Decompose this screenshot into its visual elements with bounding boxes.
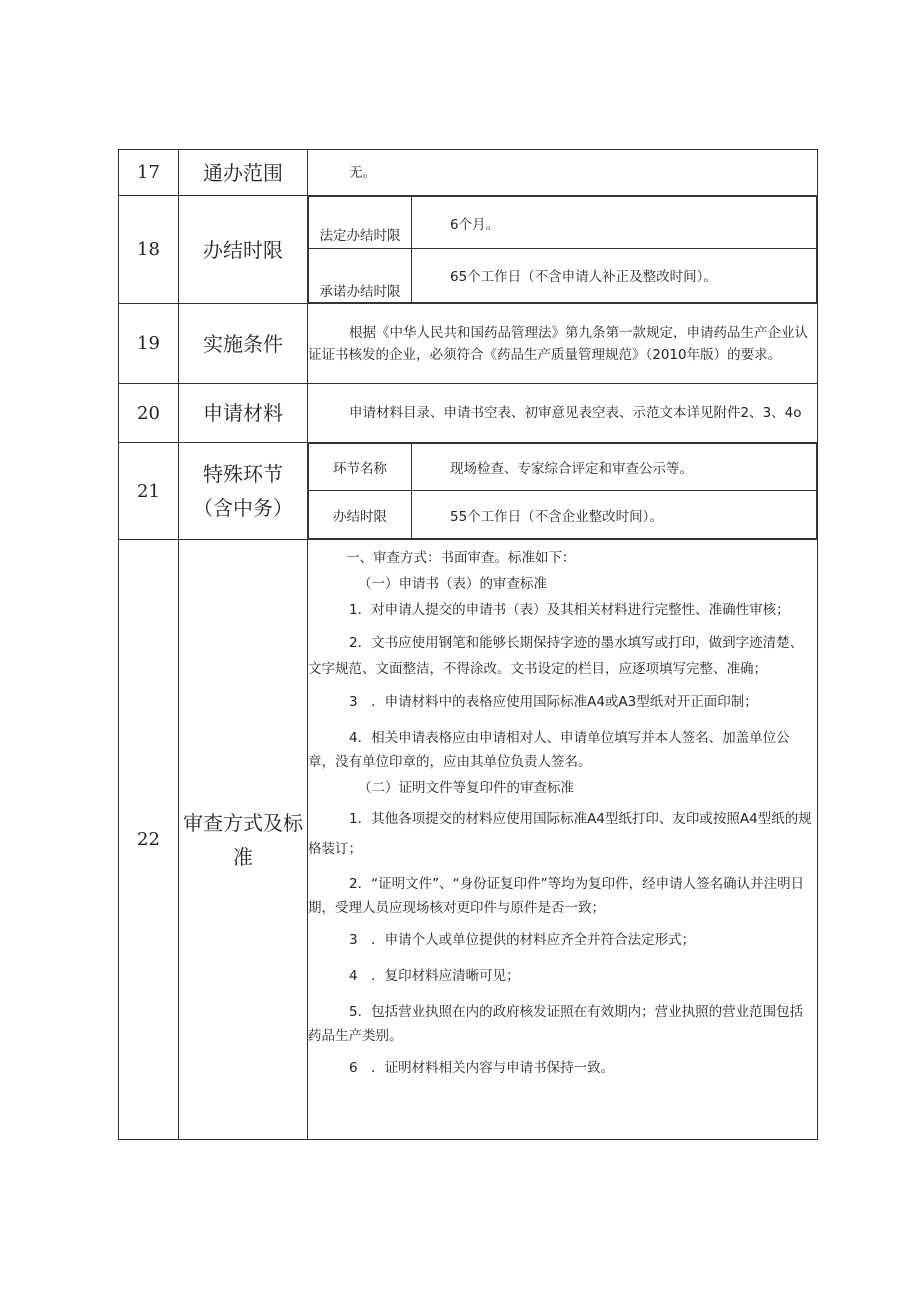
review-line: （一）申请书（表）的审查标准: [358, 576, 547, 592]
sub-table: [308, 196, 817, 303]
sub-row: [309, 444, 817, 491]
row-number: 17: [119, 150, 179, 196]
review-line: 6 ．证明材料相关内容与申请书保持一致。: [349, 1060, 615, 1076]
review-line: 2．文书应使用钢笔和能够长期保持字迹的墨水填写或打印，做到字迹清楚、文字规范、文面整洁，不得涂改。文书设定的栏目，应逐项填写完整、准确；: [308, 635, 804, 677]
row-18: [119, 196, 818, 304]
service-info-table: [118, 149, 818, 1140]
review-line: 1．其他各项提交的材料应使用国际标准A4型纸打印、友印或按照A4型纸的规格装订；: [308, 811, 812, 857]
sub-table: [308, 443, 817, 539]
row-number: 22: [119, 540, 179, 1140]
item-name: 通办范围: [179, 150, 308, 196]
review-line: 3 ．申请个人或单位提供的材料应齐全并符合法定形式；: [349, 932, 696, 948]
sub-row: [309, 249, 817, 303]
item-name: 办结时限: [179, 196, 308, 304]
review-line: 1．对申请人提交的申请书（表）及其相关材料进行完整性、准确性审核；: [349, 602, 790, 618]
review-line: 4 ．复印材料应清晰可见；: [349, 968, 520, 984]
review-line: 3 ．申请材料中的表格应使用国际标准A4或A3型纸对开正面印制；: [349, 694, 758, 710]
review-line: 一、审查方式：书面审查。标准如下：: [346, 550, 576, 566]
item-name-line1: 特殊环节: [203, 462, 283, 486]
review-line: 2．“证明文件”、“身份证复印件”等均为复印件，经申请人签名确认并注明日期，受理人员应现场核对更印件与原件是否一致；: [308, 876, 805, 916]
item-name: [179, 540, 308, 1140]
row-19: [119, 304, 818, 384]
row-22: [119, 540, 818, 1140]
row-number: 18: [119, 196, 179, 304]
row-20: [119, 384, 818, 443]
sub-row: [309, 491, 817, 539]
row-number: 21: [119, 443, 179, 540]
row-number: 19: [119, 304, 179, 384]
sub-row: [309, 197, 817, 249]
item-content: 无。: [308, 150, 818, 196]
row-17: [119, 150, 818, 196]
item-name-line1: 审查方式及标: [183, 810, 303, 835]
item-name-line2: 准: [233, 844, 253, 869]
review-line: （二）证明文件等复印件的审查标准: [358, 780, 574, 796]
item-content: [308, 443, 818, 540]
item-content: 申请材料目录、申请书空表、初审意见表空表、示范文本详见附件2、3、4o: [308, 384, 818, 443]
item-name: 实施条件: [179, 304, 308, 384]
sub-value: 55个工作日（不含企业整改时间）。: [412, 491, 817, 539]
sub-label: 环节名称: [309, 444, 412, 491]
review-line: 5．包括营业执照在内的政府核发证照在有效期内；营业执照的营业范围包括药品生产类别。: [308, 1004, 804, 1044]
item-name: 申请材料: [179, 384, 308, 443]
sub-value: 65个工作日（不含申请人补正及整改时间）。: [412, 249, 817, 303]
item-content: [308, 196, 818, 304]
sub-label: 办结时限: [309, 491, 412, 539]
item-name-line2: （含中务）: [193, 496, 293, 520]
row-21: [119, 443, 818, 540]
sub-label: 承诺办结时限: [309, 249, 412, 303]
item-content: 根据《中华人民共和国药品管理法》第九条第一款规定，申请药品生产企业认证证书核发的企业，必须符合《药品生产质量管理规范》（2010年版）的要求。: [308, 304, 818, 384]
review-line: 4．相关申请表格应由申请相对人、申请单位填写并本人签名、加盖单位公章，没有单位印章的，应由其单位负责人签名。: [308, 730, 790, 770]
sub-label: 法定办结时限: [309, 197, 412, 249]
item-content: [308, 540, 818, 1140]
row-number: 20: [119, 384, 179, 443]
sub-value: 6个月。: [412, 197, 817, 249]
sub-value: 现场检查、专家综合评定和审查公示等。: [412, 444, 817, 491]
item-name: [179, 443, 308, 540]
